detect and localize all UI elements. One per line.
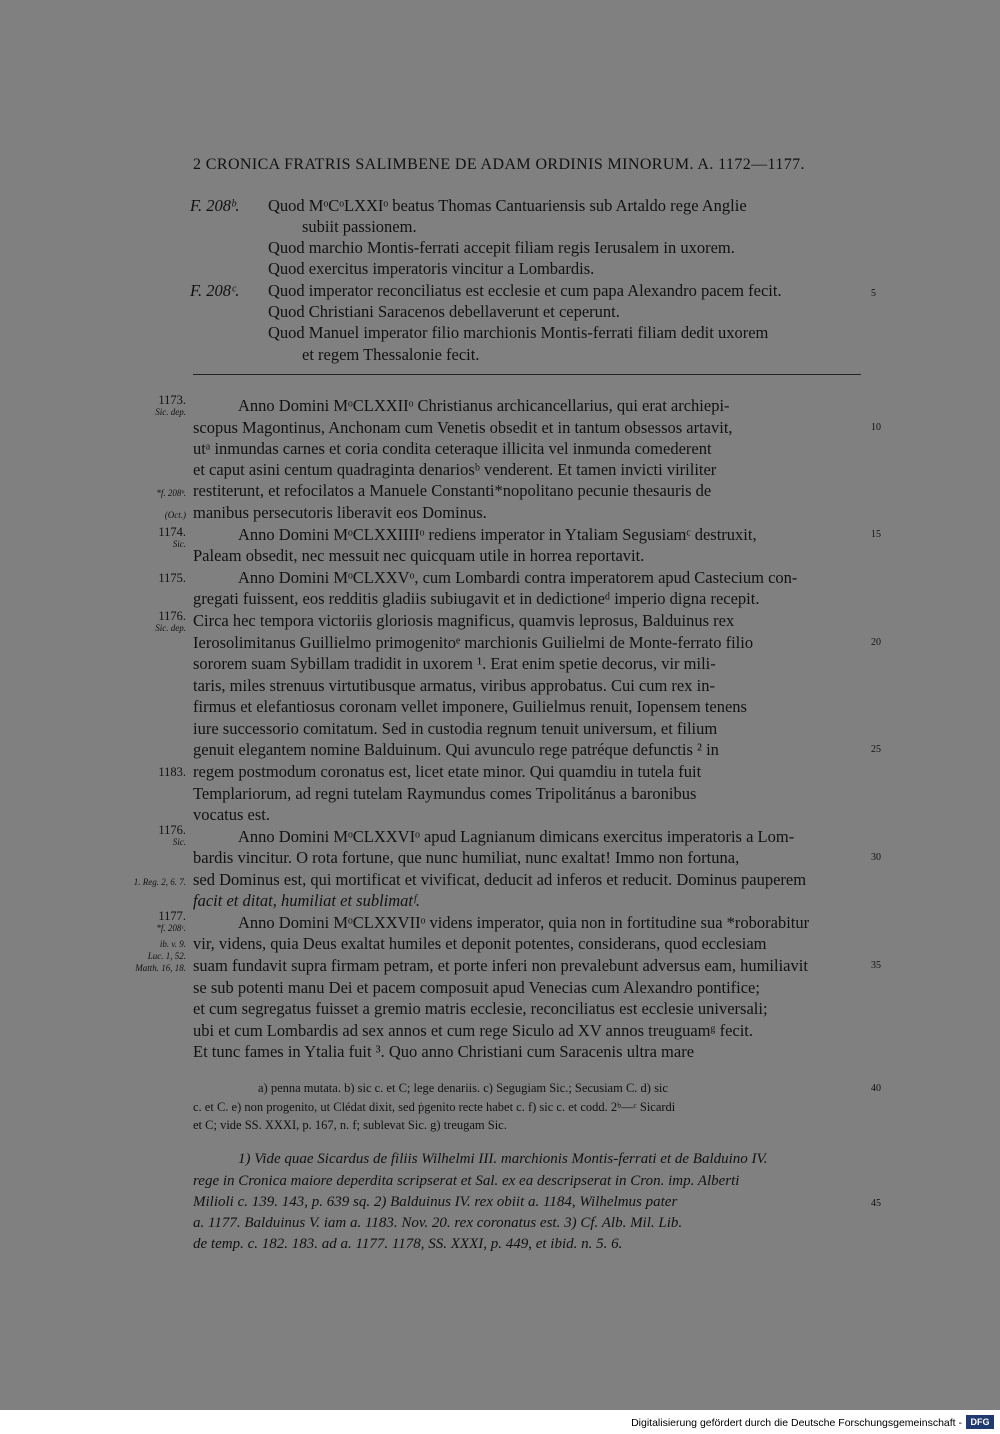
text-line: bardis vincitur. O rota fortune, que nunc humiliat, nunc exaltat! Immo non fortuna, [193, 848, 740, 867]
margin-note [128, 766, 186, 778]
margin-year: 1176. [158, 823, 186, 837]
line-number: 20 [871, 637, 881, 648]
toc-text: Quod imperator reconciliatus est ecclesie et cum papa Alexandro pacem fecit. [268, 281, 782, 300]
toc-folio: F. 208ᵇ. [190, 196, 240, 215]
toc-text: Quod exercitus imperatoris vincitur a Lombardis. [268, 259, 595, 278]
text-line: Ierosolimitanus Guillielmo primogenitoᵉ marchionis Guilielmi de Monte-ferrato filio [193, 633, 754, 652]
margin-note [128, 487, 186, 499]
margin-folio: *f. 208ᶜ. [156, 923, 186, 933]
dfg-logo-icon: DFG [966, 1415, 994, 1429]
text-line: facit et ditat, humiliat et sublimatᶠ. [193, 891, 420, 910]
text-line: vocatus est. [193, 805, 270, 824]
toc-text: et regem Thessalonie fecit. [302, 345, 480, 364]
margin-note [128, 526, 186, 550]
margin-year: 1173. [158, 393, 186, 407]
text-line: vir, videns, quia Deus exaltat humiles et deponit potentes, considerans, quod ecclesiam [193, 934, 767, 953]
margin-year: 1183. [158, 765, 186, 779]
text-line: restiterunt, et refocilatos a Manuele Constanti*nopolitano pecunie thesauris de [193, 481, 712, 500]
text-line: Et tunc fames in Ytalia fuit ³. Quo anno Christiani cum Saracenis ultra mare [193, 1042, 695, 1061]
text-line: genuit elegantem nomine Balduinum. Qui avunculo rege patréque defunctis ² in [193, 740, 719, 759]
margin-note [128, 610, 186, 634]
margin-note [128, 572, 186, 584]
footnote-line: c. et C. e) non progenito, ut Clédat dixit, sed ṗgenito recte habet c. f) sic c. et codd. 2ᵇ—ᶜ Sicardi [193, 1100, 676, 1114]
text-line: manibus persecutoris liberavit eos Dominus. [193, 503, 487, 522]
text-line: sororem suam Sybillam tradidit in uxorem ¹. Erat enim spetie decorus, vir mili- [193, 654, 716, 673]
margin-note [128, 824, 186, 848]
margin-note [108, 876, 186, 888]
margin-source: Sic. dep. [155, 407, 186, 417]
text-line: regem postmodum coronatus est, licet etate minor. Qui quamdiu in tutela fuit [193, 762, 702, 781]
text-line: Anno Domini MᵒCLXXVᵒ, cum Lombardi contra imperatorem apud Castecium con- [238, 568, 798, 587]
text-line: utᵃ inmundas carnes et coria condita ceteraque illicita vel inmunda comederent [193, 439, 712, 458]
toc-text: Quod MᵒCᵒLXXIᵒ beatus Thomas Cantuariensis sub Artaldo rege Anglie [268, 196, 747, 215]
note-line: rege in Cronica maiore deperdita scripserat et Sal. ex ea descripserat in Cron. imp. Alberti [193, 1173, 740, 1189]
note-line: de temp. c. 182. 183. ad a. 1177. 1178, SS. XXXI, p. 449, et ibid. n. 5. 6. [193, 1236, 623, 1252]
line-number: 5 [871, 288, 876, 299]
margin-reference: Luc. 1, 52. [147, 951, 186, 961]
toc-text: subiit passionem. [302, 217, 417, 236]
text-line: Paleam obsedit, nec messuit nec quicquam utile in horrea reportavit. [193, 546, 645, 565]
margin-note [108, 962, 186, 974]
text-line: Templariorum, ad regni tutelam Raymundus comes Tripolitánus a baronibus [193, 784, 697, 803]
margin-note [128, 394, 186, 418]
text-line: Anno Domini MᵒCLXXVIIᵒ videns imperator, quia non in fortitudine sua *roborabitur [238, 913, 810, 932]
text-line: firmus et elefantiosus coronam vellet imponere, Guilielmus renuit, Iopensem tenens [193, 697, 747, 716]
text-line: Anno Domini MᵒCLXXIIᵒ Christianus archicancellarius, qui erat archiepi- [238, 396, 730, 415]
text-line: scopus Magontinus, Anchonam cum Venetis obsedit et in tantum obsessos artavit, [193, 418, 733, 437]
footer-bar [0, 1410, 1000, 1434]
text-line: gregati fuissent, eos redditis gladiis subiugavit et in dedictioneᵈ imperio digna recepit. [193, 589, 760, 608]
margin-year: 1177. [158, 909, 186, 923]
margin-reference: Matth. 16, 18. [135, 963, 186, 973]
toc-text: Quod marchio Montis-ferrati accepit filiam regis Ierusalem in uxorem. [268, 238, 735, 257]
text-line: et cum segregatus fuisset a gremio matris ecclesie, reconciliatus est ecclesie universali; [193, 999, 768, 1018]
text-line: taris, miles strenuus virtutibusque armatus, viribus approbatus. Cui cum rex in- [193, 676, 715, 695]
text-line: ubi et cum Lombardis ad sex annos et cum rege Siculo ad XV annos treuguamᵍ fecit. [193, 1021, 754, 1040]
text-line: sed Dominus est, qui mortificat et vivificat, deducit ad inferos et reducit. Dominus pauperem [193, 870, 807, 889]
margin-year: 1174. [158, 525, 186, 539]
margin-year: 1175. [158, 571, 186, 585]
text-line: se sub potenti manu Dei et pacem composuit apud Venecias cum Alexandro pontifice; [193, 978, 760, 997]
footnote-line: et C; vide SS. XXXI, p. 167, n. f; sublevat Sic. g) treugam Sic. [193, 1118, 507, 1132]
line-number: 30 [871, 852, 881, 863]
margin-year: 1176. [158, 609, 186, 623]
margin-note [128, 938, 186, 962]
text-line: Anno Domini MᵒCLXXVIᵒ apud Lagnianum dimicans exercitus imperatoris a Lom- [238, 827, 795, 846]
footnote-line: a) penna mutata. b) sic c. et C; lege denariis. c) Segugiam Sic.; Secusiam C. d) sic [258, 1081, 668, 1095]
margin-folio: *f. 208ᵇ. [156, 488, 186, 498]
note-line: a. 1177. Balduinus V. iam a. 1183. Nov. 20. rex coronatus est. 3) Cf. Alb. Mil. Lib. [193, 1215, 683, 1231]
running-header: 2 CRONICA FRATRIS SALIMBENE DE ADAM ORDINIS MINORUM. A. 1172—1177. [193, 156, 805, 173]
margin-reference: ib. v. 9. [159, 939, 186, 949]
line-number: 15 [871, 529, 881, 540]
margin-source: Sic. [172, 837, 186, 847]
divider-rule [193, 374, 861, 375]
funding-credit: Digitalisierung gefördert durch die Deutsche Forschungsgemeinschaft - [631, 1417, 962, 1429]
text-line: suam fundavit supra firmam petram, et porte inferi non prevalebunt adversus eam, humiliavit [193, 956, 808, 975]
toc-text: Quod Christiani Saracenos debellaverunt et ceperunt. [268, 302, 620, 321]
margin-note [128, 509, 186, 521]
text-line: Circa hec tempora victoriis gloriosis magnificus, quamvis leprosus, Balduinus rex [193, 611, 735, 630]
line-number: 25 [871, 744, 881, 755]
text-line: Anno Domini MᵒCLXXIIIIᵒ rediens imperator in Ytaliam Segusiamᶜ destruxit, [238, 525, 757, 544]
margin-source: Sic. [172, 539, 186, 549]
margin-reference: 1. Reg. 2, 6. 7. [133, 877, 186, 887]
toc-text: Quod Manuel imperator filio marchionis Montis-ferrati filiam dedit uxorem [268, 323, 769, 342]
note-line: Milioli c. 139. 143, p. 639 sq. 2) Balduinus IV. rex obiit a. 1184, Wilhelmus pater [193, 1194, 678, 1210]
line-number: 35 [871, 960, 881, 971]
line-number: 10 [871, 422, 881, 433]
margin-note [128, 910, 186, 934]
margin-source: Sic. dep. [155, 623, 186, 633]
margin-date: (Oct.) [164, 510, 186, 520]
line-number: 45 [871, 1198, 881, 1209]
text-line: et caput asini centum quadraginta denariosᵇ venderent. Et tamen invicti viriliter [193, 460, 717, 479]
line-number: 40 [871, 1083, 881, 1094]
toc-folio: F. 208ᶜ. [190, 281, 240, 300]
note-line: 1) Vide quae Sicardus de filiis Wilhelmi III. marchionis Montis-ferrati et de Balduino IV. [238, 1151, 768, 1167]
text-line: iure successorio comitatum. Sed in custodia regnum tenuit universum, et filium [193, 719, 718, 738]
